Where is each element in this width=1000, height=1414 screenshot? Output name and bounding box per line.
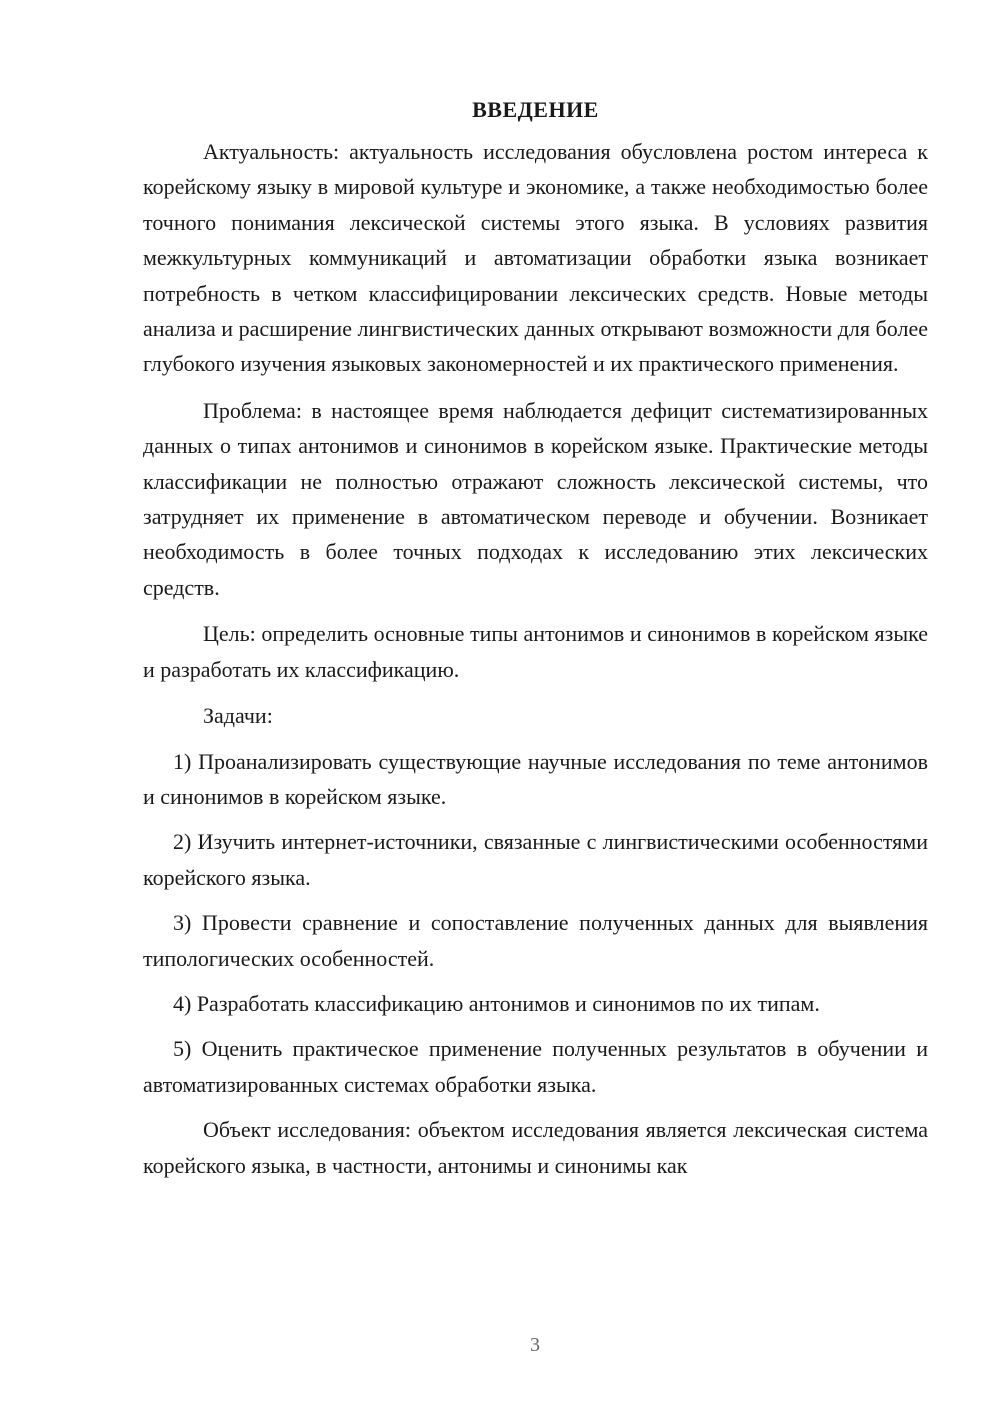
document-page [143,92,928,1194]
paragraph-object: Объект исследования: объектом исследования является лексическая система корейского языка, в частности, антонимы и синонимы как [143,1117,928,1178]
page-number: 3 [530,1334,540,1356]
section-heading: ВВЕДЕНИЕ [472,97,599,122]
paragraph-relevance: Актуальность: актуальность исследования обусловлена ростом интереса к корейскому языку в мировой культуре и экономике, а также необходимостью более точного понимания лексической системы этого языка. В условиях развития межкультурных коммуникаций и автоматизации обработки языка возникает потребность в четком классифицировании лексических средств. Новые методы анализа и расширение лингвистических данных открывают возможности для более глубокого изучения языковых закономерностей и их практического применения. [143,139,928,377]
task-item-3: 3) Провести сравнение и сопоставление полученных данных для выявления типологических особенностей. [143,910,928,971]
task-item-2: 2) Изучить интернет-источники, связанные с лингвистическими особенностями корейского языка. [143,829,928,890]
tasks-label: Задачи: [203,703,273,729]
paragraph-problem: Проблема: в настоящее время наблюдается дефицит систематизированных данных о типах антонимов и синонимов в корейском языке. Практические методы классификации не полностью отражают сложность лексической системы, что затрудняет их применение в автоматическом переводе и обучении. Возникает необходимость в более точных подходах к исследованию этих лексических средств. [143,397,928,600]
task-item-1: 1) Проанализировать существующие научные исследования по теме антонимов и синонимов в корейском языке. [143,748,928,809]
task-item-5: 5) Оценить практическое применение полученных результатов в обучении и автоматизированных системах обработки языка. [143,1036,928,1097]
paragraph-goal: Цель: определить основные типы антонимов и синонимов в корейском языке и разработать их классификацию. [143,621,928,682]
task-item-4: 4) Разработать классификацию антонимов и синонимов по их типам. [173,990,820,1016]
